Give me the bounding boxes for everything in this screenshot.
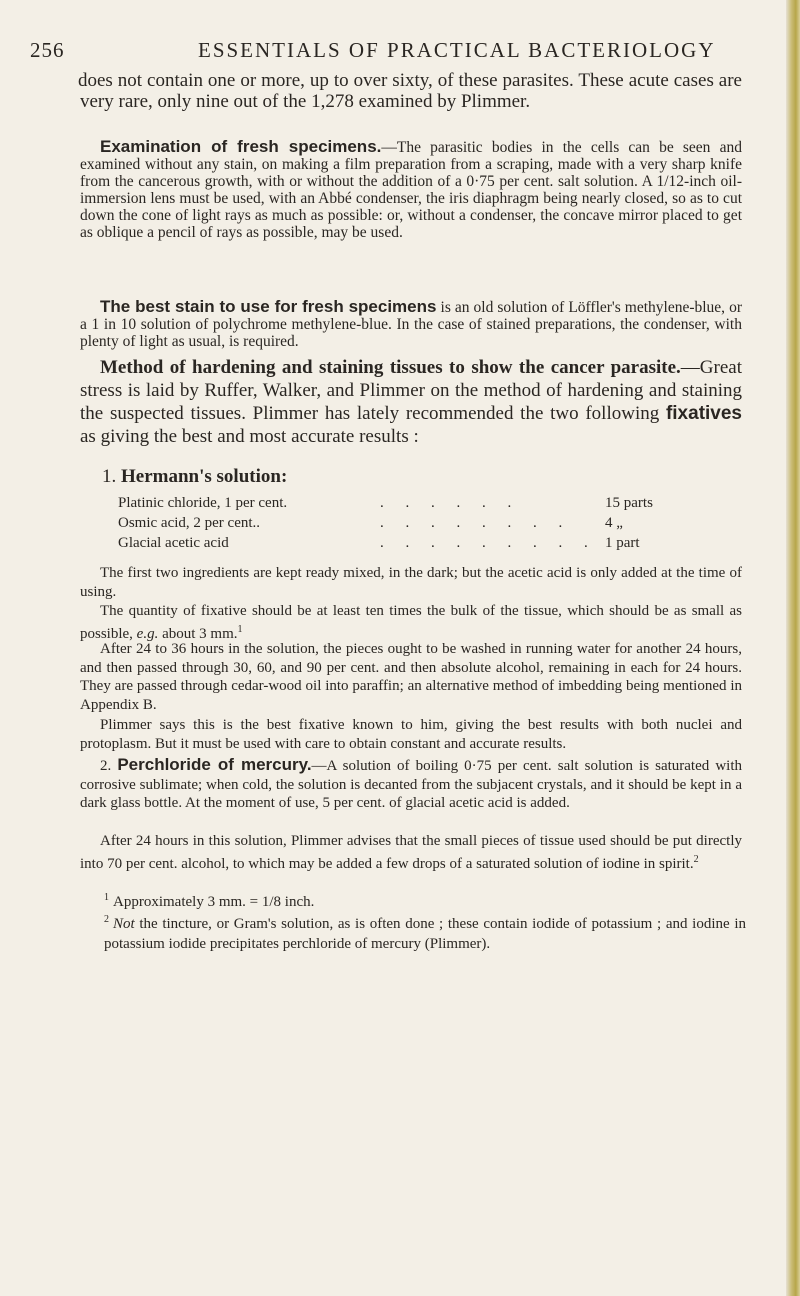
- paragraph-after-24-hours: After 24 hours in this solution, Plimmer advises that the small pieces of tissue used should be put directly into 70 per cent. alcohol, to which may be added a few drops of a saturated solution of iodine in spirit.$^2$: [80, 833, 742, 872]
- ingredient-name: Platinic chloride, 1 per cent.: [118, 495, 288, 511]
- heading-perchloride: Perchloride of mercury.: [117, 755, 312, 774]
- footnote-mark: 2: [104, 914, 109, 925]
- ingredient-quantity: 4 „: [605, 515, 623, 531]
- heading-fresh-specimens: Examination of fresh specimens.: [100, 137, 382, 156]
- recipe-row: [118, 515, 678, 537]
- section-hermann-title: Hermann's solution:: [121, 466, 288, 487]
- footnote-ref: 1: [237, 623, 243, 635]
- recipe-row: [118, 495, 678, 517]
- paragraph-continuation: does not contain one or more, up to over sixty, of these parasites. These acute cases are very rare, only nine out of the 1,278 examined by Plimmer.: [78, 70, 742, 112]
- paragraph-fresh-specimens: Examination of fresh specimens.—The parasitic bodies in the cells can be seen and examined without any stain, on making a film preparation from a scraping, made with a very sharp knife from the cancerous growth, with or without the addition of a 0·75 per cent. salt solution. A 1/12-inch oil-immersion lens must be used, with an Abbé condenser, the iris diaphragm being nearly closed, so as to cut down the cone of light rays as much as possible: or, without a condenser, the concave mirror placed to get as oblique a pencil of rays as possible, may be used.: [80, 137, 742, 241]
- page-edge: [786, 0, 800, 1296]
- page-number: 256: [30, 38, 65, 62]
- recipe-row: [118, 535, 678, 557]
- paragraph-best-stain: The best stain to use for fresh specimens is an old solution of Löffler's methylene-blue, or a 1 in 10 solution of polychrome methylene-blue. In the case of stained preparations, the condenser, with plenty of light as usual, is required.: [80, 297, 743, 350]
- running-title: ESSENTIALS OF PRACTICAL BACTERIOLOGY: [198, 38, 716, 62]
- ingredient-name: Glacial acetic acid: [118, 535, 229, 551]
- footnote-mark: 1: [104, 892, 109, 903]
- ingredient-name: Osmic acid, 2 per cent..: [118, 515, 261, 531]
- leader-dots: . . . . . . . . .: [380, 535, 597, 551]
- footnote-1: $^1$ Approximately 3 mm. = 1/8 inch.: [104, 892, 315, 910]
- ingredient-quantity: 1 part: [605, 535, 640, 551]
- ingredient-quantity: 15 parts: [605, 495, 653, 511]
- paragraph-plimmer-note: Plimmer says this is the best fixative known to him, giving the best results with both nuclei and protoplasm. But it must be used with care to obtain constant and accurate results.: [80, 717, 742, 752]
- section-hermann: 1. Hermann's solution:: [102, 466, 288, 487]
- paragraph-fixative-quantity: The quantity of fixative should be at least ten times the bulk of the tissue, which should be as small as possible, e.g. about 3 mm.$^1$: [80, 603, 742, 642]
- footnote-ref: 2: [693, 853, 699, 865]
- paragraph-ingredients-note: The first two ingredients are kept ready mixed, in the dark; but the acetic acid is only added at the time of using.: [80, 565, 742, 600]
- fixatives-term: fixatives: [665, 403, 742, 424]
- page-header: [30, 38, 770, 68]
- heading-best-stain: The best stain to use for fresh specimens: [100, 297, 437, 316]
- footnote-2: $^2$ Not the tincture, or Gram's solution, as is often done ; these contain iodide of potassium ; and iodine in potassium iodide precipitates perchloride of mercury (Plimmer).: [104, 914, 746, 952]
- paragraph-washing: After 24 to 36 hours in the solution, the pieces ought to be washed in running water for another 24 hours, and then passed through 30, 60, and 90 per cent. and then absolute alcohol, remaining in each for 24 hours. They are passed through cedar-wood oil into paraffin; an alternative method of imbedding being mentioned in Appendix B.: [80, 641, 742, 714]
- leader-dots: . . . . . .: [380, 495, 521, 511]
- paragraph-perchloride: 2. Perchloride of mercury.—A solution of boiling 0·75 per cent. salt solution is saturated with corrosive sublimate; when cold, the solution is decanted from the subjacent crystals, and it should be kept in a dark glass bottle. At the moment of use, 5 per cent. of glacial acetic acid is added.: [80, 755, 742, 812]
- leader-dots: . . . . . . . .: [380, 515, 572, 531]
- heading-hardening-method: Method of hardening and staining tissues to show the cancer parasite.: [100, 357, 681, 378]
- paragraph-hardening-method: Method of hardening and staining tissues to show the cancer parasite.—Great stress is laid by Ruffer, Walker, and Plimmer on the method of hardening and staining the suspected tissues. Plimmer has lately recommended the two following fixatives as giving the best and most accurate results :: [80, 357, 742, 447]
